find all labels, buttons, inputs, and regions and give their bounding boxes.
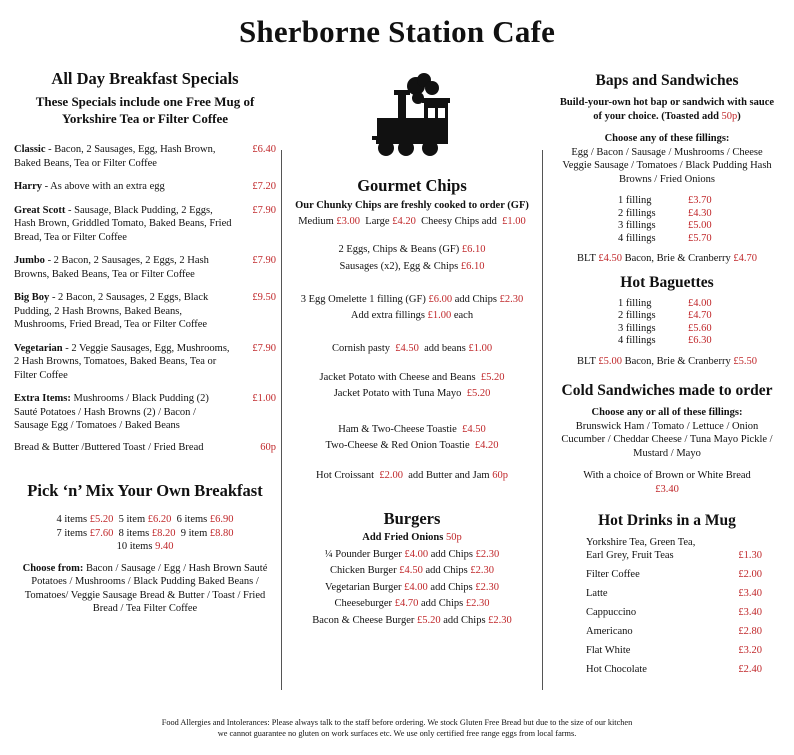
toastie-price: £4.20 <box>474 440 499 451</box>
breakfast-item-desc <box>14 143 232 170</box>
filling-price-row <box>556 195 778 208</box>
pick-mix-price: £5.20 <box>89 514 114 525</box>
burger-add-price: £2.30 <box>470 565 494 576</box>
jacket-price: £5.20 <box>466 388 491 399</box>
pasty-price: £4.50 <box>395 343 419 354</box>
breakfast-item-price: £6.40 <box>252 144 276 155</box>
burger-price: £4.00 <box>404 581 428 593</box>
sandwich-column <box>556 66 778 676</box>
drink-name <box>586 536 695 562</box>
filling-price: £4.70 <box>688 310 712 321</box>
burger-add: add Chips <box>425 565 468 576</box>
extra-fillings-text: Add extra fillings <box>350 309 425 321</box>
cheesy-chips-label: Cheesy Chips add <box>421 215 497 227</box>
size-medium-label: Medium <box>298 215 334 227</box>
filling-price: £5.70 <box>688 232 712 244</box>
pick-mix-price: £6.20 <box>147 514 172 525</box>
burger-add: add Chips <box>420 598 464 609</box>
chips-heading: Gourmet Chips <box>357 176 467 195</box>
drink-price: £3.40 <box>738 588 762 599</box>
drink-price: £2.80 <box>738 626 762 637</box>
allergy-footer <box>0 717 794 739</box>
blt-brie-price: £5.50 <box>733 355 757 367</box>
pick-mix-price: 9.40 <box>155 541 174 552</box>
pick-mix-label: 4 items <box>56 514 88 525</box>
cold-heading: Cold Sandwiches made to order <box>561 382 773 399</box>
drink-name-line: Latte <box>586 588 608 599</box>
blt-label: BLT <box>577 355 596 367</box>
breakfast-item-desc <box>14 180 232 194</box>
size-medium-price: £3.00 <box>336 215 361 227</box>
bread-line-price: 60p <box>260 441 276 453</box>
breakfast-item-price: £1.00 <box>252 393 276 404</box>
pick-mix-label: 6 items <box>176 514 208 525</box>
blt-price: £5.00 <box>598 355 622 367</box>
drink-name-line: Flat White <box>586 645 631 656</box>
fried-onions-label: Add Fried Onions <box>362 532 444 543</box>
extra-fillings-suffix: each <box>453 309 474 321</box>
baps-subheading-end: ) <box>737 110 741 122</box>
choose-label: Choose from: <box>22 562 84 574</box>
cold-price: £3.40 <box>655 483 679 495</box>
filling-count: 2 fillings <box>618 207 656 219</box>
breakfast-column <box>14 66 276 616</box>
filling-price: £3.70 <box>688 195 712 206</box>
breakfast-items <box>14 143 276 433</box>
burger-add-price: £2.30 <box>465 598 490 609</box>
drink-name <box>586 663 647 676</box>
drink-item <box>556 606 778 619</box>
breakfast-item-desc <box>14 392 232 433</box>
croissant-add-price: 60p <box>492 469 508 481</box>
footer-line: we cannot guarantee no gluten on work surfaces etc. We use only certified free range eggs from local farms. <box>217 729 577 738</box>
breakfast-item-name: Vegetarian <box>14 342 63 354</box>
breakfast-item <box>14 291 276 332</box>
omelette-add-price: £2.30 <box>499 294 524 305</box>
bread-line-text: Bread & Butter /Buttered Toast / Fried Bread <box>14 441 204 453</box>
filling-price-row <box>556 310 778 323</box>
breakfast-item-text: Mushrooms / Black Pudding (2) Sauté Potatoes / Hash Browns (2) / Bacon / Sausage Egg / Tomatoes / Baked Beans <box>14 393 209 431</box>
baps-fillings-title: Choose any of these fillings: <box>604 133 730 144</box>
burger-name: Cheeseburger <box>334 598 393 609</box>
drink-item <box>556 663 778 676</box>
filling-price-row <box>556 298 778 311</box>
croissant-line <box>284 469 540 483</box>
toastie-line <box>284 439 540 453</box>
breakfast-item-price: £7.90 <box>252 342 276 354</box>
drink-name-line: Cappuccino <box>586 607 637 618</box>
extra-fillings-line <box>284 309 540 323</box>
jacket-line <box>284 387 540 401</box>
filling-price: £5.00 <box>688 220 712 231</box>
drink-item <box>556 536 778 562</box>
breakfast-item-price: £7.20 <box>252 181 276 192</box>
breakfast-item-desc <box>14 291 232 332</box>
croissant-price: £2.00 <box>379 469 403 481</box>
breakfast-item-name: Extra Items: <box>14 393 71 404</box>
cold-bread: With a choice of Brown or White Bread <box>583 470 751 481</box>
breakfast-item-name: Great Scott <box>14 204 66 216</box>
cheesy-chips-price: £1.00 <box>502 215 526 227</box>
divider-right <box>542 150 543 690</box>
blt-brie-text: Bacon, Brie & Cranberry <box>624 253 731 264</box>
breakfast-item-text: - 2 Bacon, 2 Sausages, 2 Eggs, 2 Hash Browns, Baked Beans, Tea or Filter Coffee <box>14 255 209 280</box>
burger-price: £4.00 <box>404 548 429 560</box>
bap-blt-line <box>556 252 778 266</box>
chips-line <box>284 260 540 274</box>
breakfast-heading: All Day Breakfast Specials <box>51 69 239 88</box>
jacket-line <box>284 371 540 385</box>
omelette-add: add Chips <box>454 294 498 305</box>
filling-price-row <box>556 233 778 246</box>
burger-item <box>284 581 540 595</box>
filling-price-row <box>556 220 778 233</box>
chips-sizes <box>284 215 540 229</box>
chips-line-price: £6.10 <box>461 244 486 255</box>
toastie-text: Two-Cheese & Red Onion Toastie <box>325 440 470 451</box>
filling-count: 3 fillings <box>618 220 656 231</box>
pick-mix-price: £8.80 <box>209 527 234 539</box>
drink-name <box>586 625 633 638</box>
drink-price: £2.40 <box>738 664 762 675</box>
omelette-price: £6.00 <box>428 294 453 305</box>
baps-subheading-text: Build-your-own hot bap or sandwich with sauce of your choice. (Toasted add <box>559 97 775 122</box>
breakfast-item-price: £7.90 <box>252 204 276 216</box>
breakfast-item <box>14 180 276 194</box>
breakfast-item <box>14 254 276 281</box>
breakfast-item <box>14 392 276 433</box>
cold-fillings-title: Choose any or all of these fillings: <box>591 407 743 418</box>
filling-count: 1 filling <box>618 297 652 309</box>
drink-item <box>556 644 778 657</box>
drinks-heading: Hot Drinks in a Mug <box>598 512 736 529</box>
blt-label: BLT <box>577 253 596 264</box>
pick-mix-label: 5 item <box>118 514 146 525</box>
breakfast-item-name: Classic <box>14 144 46 155</box>
burger-add: add Chips <box>430 581 473 593</box>
pick-mix-prices <box>14 513 276 554</box>
chips-line <box>284 243 540 257</box>
drink-name-line: Americano <box>586 626 633 637</box>
filling-price-row <box>556 208 778 221</box>
chips-line-text: Sausages (x2), Egg & Chips <box>339 260 459 272</box>
breakfast-item-price: £9.50 <box>252 292 276 303</box>
burger-item <box>284 597 540 611</box>
blt-brie-text: Bacon, Brie & Cranberry <box>624 355 731 367</box>
burgers-note <box>284 531 540 545</box>
burger-add-price: £2.30 <box>475 581 499 593</box>
burger-item <box>284 548 540 562</box>
divider-left <box>281 150 282 690</box>
blt-price: £4.50 <box>598 253 622 264</box>
pick-mix-label: 9 item <box>180 527 208 539</box>
pasty-line <box>284 342 540 356</box>
extra-fillings-price: £1.00 <box>427 309 452 321</box>
breakfast-item-name: Big Boy <box>14 292 50 303</box>
pick-mix-label: 8 items <box>118 527 150 539</box>
toastie-text: Ham & Two-Cheese Toastie <box>338 423 457 435</box>
breakfast-subheading: These Specials include one Free Mug of Yorkshire Tea or Filter Coffee <box>35 94 255 126</box>
pick-mix-label: 10 items <box>116 541 153 552</box>
jacket-price: £5.20 <box>480 371 505 383</box>
burger-add: add Chips <box>430 548 473 560</box>
drink-name-line: Filter Coffee <box>586 569 640 580</box>
drink-name-line: Hot Chocolate <box>586 664 647 675</box>
breakfast-item <box>14 342 276 383</box>
chips-line-price: £6.10 <box>460 260 485 272</box>
burger-items <box>284 548 540 628</box>
breakfast-item-desc <box>14 204 232 245</box>
pick-mix-price: £7.60 <box>89 527 114 539</box>
chips-line-text: 2 Eggs, Chips & Beans (GF) <box>338 244 460 255</box>
jacket-text: Jacket Potato with Tuna Mayo <box>333 388 462 399</box>
filling-price: £5.60 <box>688 322 712 334</box>
drink-price: £3.20 <box>738 645 762 656</box>
burger-name: Vegetarian Burger <box>325 581 402 593</box>
burger-name: Bacon & Cheese Burger <box>312 614 415 626</box>
pick-mix-row <box>14 527 276 541</box>
baps-subheading <box>556 96 778 123</box>
breakfast-item-price: £7.90 <box>252 255 276 266</box>
drink-item <box>556 568 778 581</box>
page-title: Sherborne Station Cafe <box>238 14 556 49</box>
breakfast-item <box>14 143 276 170</box>
burger-add-price: £2.30 <box>475 548 500 560</box>
burger-item <box>284 564 540 578</box>
breakfast-item-name: Jumbo <box>14 255 45 266</box>
burger-add: add Chips <box>443 614 486 626</box>
pasty-text: Cornish pasty <box>331 343 390 354</box>
breakfast-item-desc <box>14 254 232 281</box>
breakfast-item <box>14 204 276 245</box>
pick-mix-heading: Pick ‘n’ Mix Your Own Breakfast <box>27 481 263 500</box>
toastie-line <box>284 423 540 437</box>
omelette-text: 3 Egg Omelette 1 filling (GF) <box>300 294 426 305</box>
bap-prices <box>556 195 778 245</box>
burger-name: Chicken Burger <box>329 565 397 576</box>
drink-name-line: Earl Grey, Fruit Teas <box>586 550 674 561</box>
bread-line <box>14 441 276 455</box>
baguette-blt-line <box>556 355 778 369</box>
fried-onions-price: 50p <box>445 532 462 543</box>
breakfast-item-text: - As above with an extra egg <box>42 181 165 192</box>
drink-item <box>556 587 778 600</box>
drink-price: £3.40 <box>738 607 762 618</box>
burger-name: ¼ Pounder Burger <box>324 548 402 560</box>
drink-name <box>586 606 636 619</box>
pick-mix-label: 7 items <box>56 527 88 539</box>
cold-fillings: Brunswick Ham / Tomato / Lettuce / Onion Cucumber / Cheddar Cheese / Tuna Mayo Pickle / Mustard / Mayo <box>561 420 773 459</box>
chips-note: Our Chunky Chips are freshly cooked to order (GF) <box>295 200 529 211</box>
toastie-price: £4.50 <box>462 423 486 435</box>
drink-name <box>586 644 630 657</box>
filling-count: 1 filling <box>618 195 652 206</box>
pick-mix-price: £6.90 <box>209 514 234 525</box>
baps-heading: Baps and Sandwiches <box>595 72 739 89</box>
burgers-heading: Burgers <box>383 509 441 528</box>
drink-name <box>586 587 608 600</box>
blt-brie-price: £4.70 <box>733 253 757 264</box>
breakfast-item-desc <box>14 342 232 383</box>
size-large-label: Large <box>365 215 390 227</box>
croissant-text: Hot Croissant <box>316 469 375 481</box>
breakfast-item-text: - 2 Bacon, 2 Sausages, 2 Eggs, Black Pudding, 2 Hash Browns, Baked Beans, Mushrooms, Fried Bread, Tea or Filter Coffee <box>14 292 209 330</box>
filling-count: 4 fillings <box>618 232 656 244</box>
croissant-add: add Butter and Jam <box>408 469 490 481</box>
pick-mix-price: £8.20 <box>151 527 176 539</box>
filling-price: £4.00 <box>688 297 712 309</box>
burger-price: £4.70 <box>394 598 419 609</box>
jacket-text: Jacket Potato with Cheese and Beans <box>319 371 476 383</box>
drink-items <box>556 536 778 676</box>
burger-price: £5.20 <box>416 614 441 626</box>
drink-price: £2.00 <box>738 569 762 580</box>
drink-price: £1.30 <box>738 550 762 561</box>
size-large-price: £4.20 <box>392 215 416 227</box>
burger-price: £4.50 <box>399 565 423 576</box>
filling-count: 2 fillings <box>618 310 656 321</box>
drink-name <box>586 568 640 581</box>
pick-mix-choose <box>14 562 276 616</box>
filling-price: £4.30 <box>688 207 712 219</box>
omelette-line <box>284 293 540 307</box>
filling-count: 4 fillings <box>618 335 656 346</box>
breakfast-item-text: - Bacon, 2 Sausages, Egg, Hash Brown, Baked Beans, Tea or Filter Coffee <box>14 144 216 169</box>
pasty-add: add beans <box>424 343 466 354</box>
breakfast-item-text: - Sausage, Black Pudding, 2 Eggs, Hash Brown, Griddled Tomato, Baked Beans, Fried Bread, Tea or Filter Coffee <box>14 204 232 243</box>
chips-column <box>284 66 540 627</box>
baps-fillings: Egg / Bacon / Sausage / Mushrooms / Cheese Veggie Sausage / Tomatoes / Black Pudding Hash Browns / Fried Onions <box>562 146 772 185</box>
filling-price: £6.30 <box>688 335 712 346</box>
burger-add-price: £2.30 <box>488 614 512 626</box>
filling-count: 3 fillings <box>618 322 656 334</box>
footer-line: Food Allergies and Intolerances: Please always talk to the staff before ordering. We stock Gluten Free Bread but due to the size of our kitchen <box>161 718 633 727</box>
choose-text: Bacon / Sausage / Egg / Hash Brown Sauté Potatoes / Mushrooms / Black Pudding Baked Beans / Tomatoes/ Veggie Sausage Bread & Butter / Toast / Fried Bread / Tea Filter Coffee <box>24 562 268 614</box>
pasty-add-price: £1.00 <box>468 343 493 354</box>
drink-name-line: Yorkshire Tea, Green Tea, <box>586 537 696 548</box>
pick-mix-row <box>14 513 276 527</box>
filling-price-row <box>556 335 778 348</box>
breakfast-item-text: - 2 Veggie Sausages, Egg, Mushrooms, 2 Hash Browns, Tomatoes, Baked Beans, Tea or Filter Coffee <box>14 342 230 381</box>
filling-price-row <box>556 323 778 336</box>
steam-locomotive-icon <box>372 70 452 160</box>
toasted-price: 50p <box>721 110 738 122</box>
baguettes-heading: Hot Baguettes <box>620 273 714 291</box>
burger-item <box>284 614 540 628</box>
drink-item <box>556 625 778 638</box>
breakfast-item-name: Harry <box>14 181 42 192</box>
baguette-prices <box>556 298 778 348</box>
pick-mix-row <box>14 540 276 554</box>
